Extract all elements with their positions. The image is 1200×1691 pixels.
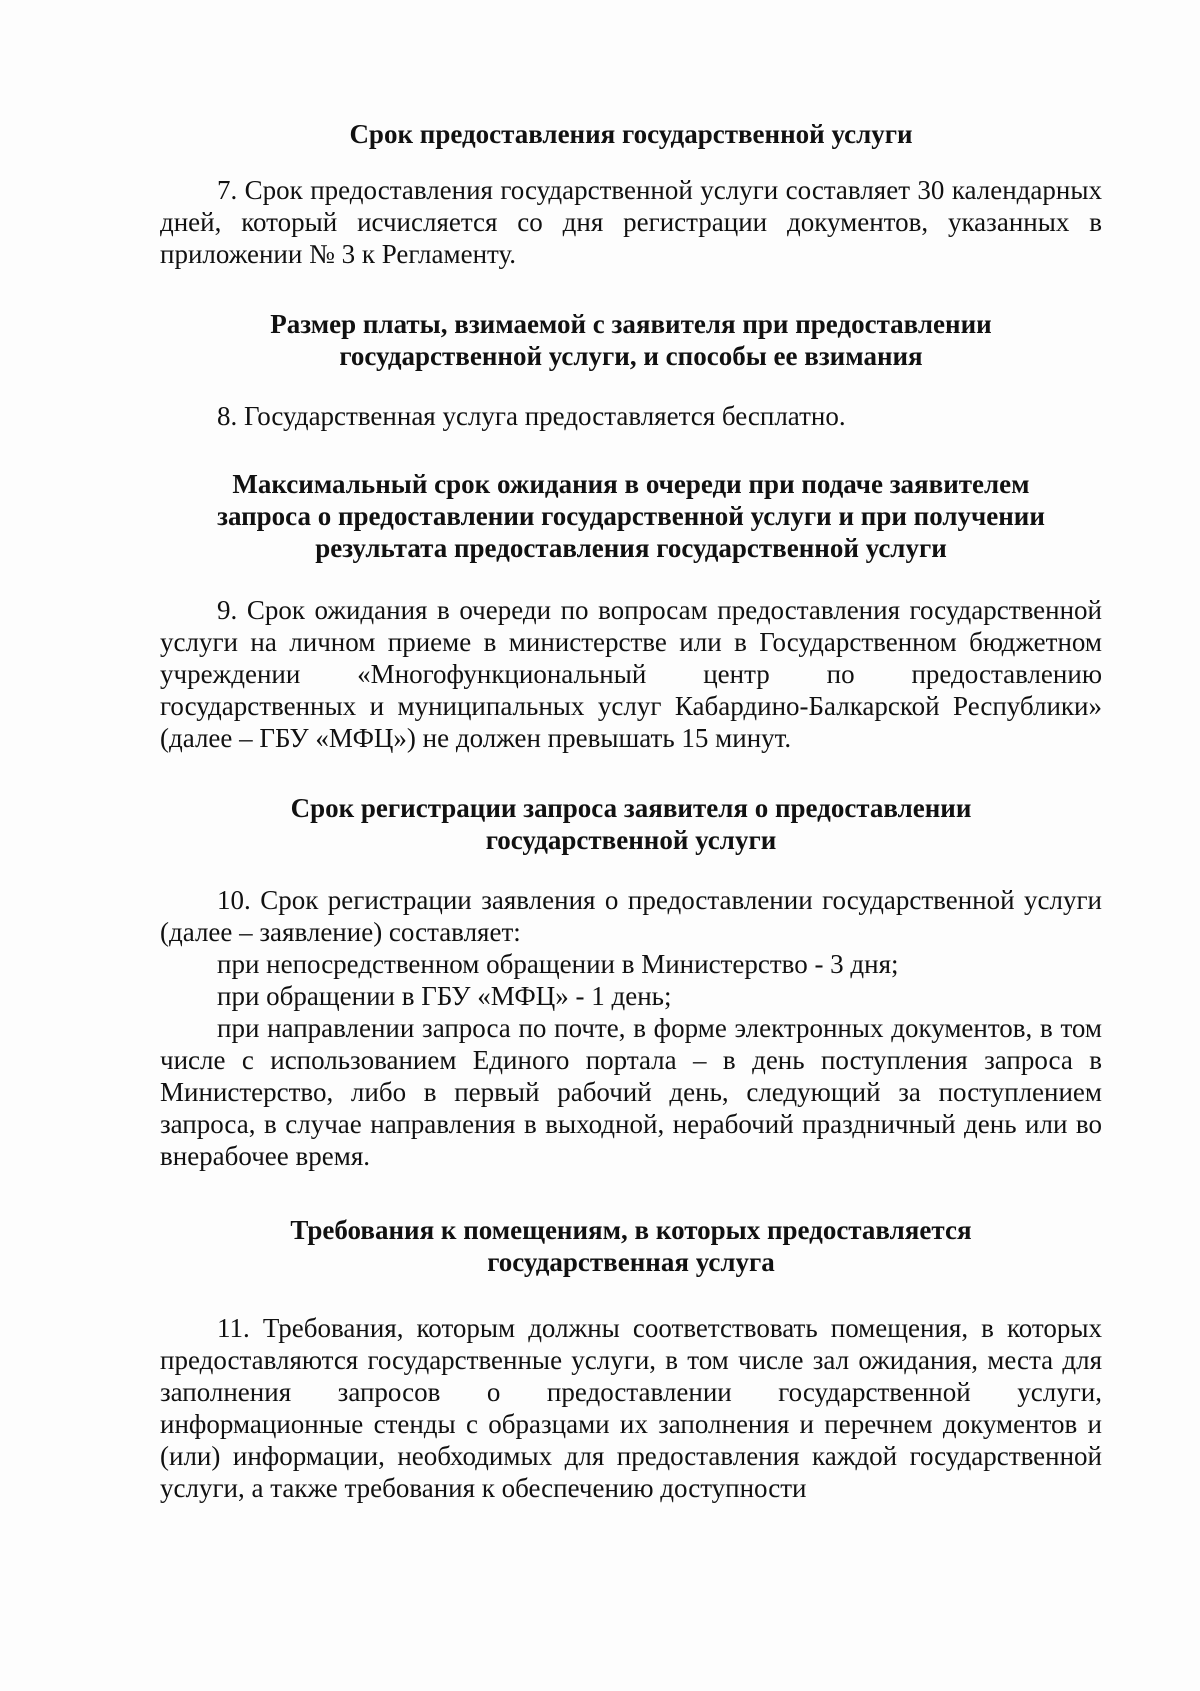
paragraph-10: 10. Срок регистрации заявления о предоставлении государственной услуги (далее – заявление) составляет: <box>160 885 1102 947</box>
section-heading-8 <box>160 308 1102 372</box>
paragraph-10-item: при направлении запроса по почте, в форме электронных документов, в том числе с использованием Единого портала – в день поступления запроса в Министерство, либо в первый рабочий день, следующий за поступлением запроса, в случае направления в выходной, нерабочий праздничный день или во внерабочее время. <box>160 1013 1102 1171</box>
section-heading-9 <box>160 468 1102 564</box>
heading-line: государственная услуга <box>487 1247 775 1277</box>
heading-line: государственной услуги, и способы ее взимания <box>339 341 923 371</box>
heading-line: государственной услуги <box>485 825 777 855</box>
heading-line: Срок регистрации запроса заявителя о предоставлении <box>290 793 972 823</box>
paragraph-9: 9. Срок ожидания в очереди по вопросам предоставления государственной услуги на личном приеме в министерстве или в Государственном бюджетном учреждении «Многофункциональный центр по предоставлению государственных и муниципальных услуг Кабардино-Балкарской Республики» (далее – ГБУ «МФЦ») не должен превышать 15 минут. <box>160 595 1102 753</box>
paragraph-10-item: при непосредственном обращении в Министерство - 3 дня; <box>217 949 899 979</box>
paragraph-11: 11. Требования, которым должны соответствовать помещения, в которых предоставляются государственные услуги, в том числе зал ожидания, места для заполнения запросов о предоставлении государственной услуги, информационные стенды с образцами их заполнения и перечнем документов и (или) информации, необходимых для предоставления каждой государственной услуги, а также требования к обеспечению доступности <box>160 1313 1102 1503</box>
section-heading-7: Срок предоставления государственной услуги <box>349 119 913 149</box>
paragraph-10-item: при обращении в ГБУ «МФЦ» - 1 день; <box>217 981 672 1011</box>
paragraph-8: 8. Государственная услуга предоставляется бесплатно. <box>217 401 846 431</box>
section-heading-10 <box>160 792 1102 856</box>
section-heading-11 <box>160 1214 1102 1278</box>
document-body <box>160 118 1102 1504</box>
heading-line: Размер платы, взимаемой с заявителя при предоставлении <box>270 309 992 339</box>
heading-line: Требования к помещениям, в которых предоставляется <box>290 1215 972 1245</box>
heading-line: результата предоставления государственной услуги <box>315 533 947 563</box>
heading-line: запроса о предоставлении государственной услуги и при получении <box>217 501 1045 531</box>
paragraph-7: 7. Срок предоставления государственной услуги составляет 30 календарных дней, который исчисляется со дня регистрации документов, указанных в приложении № 3 к Регламенту. <box>160 175 1102 269</box>
heading-line: Максимальный срок ожидания в очереди при подаче заявителем <box>232 469 1030 499</box>
